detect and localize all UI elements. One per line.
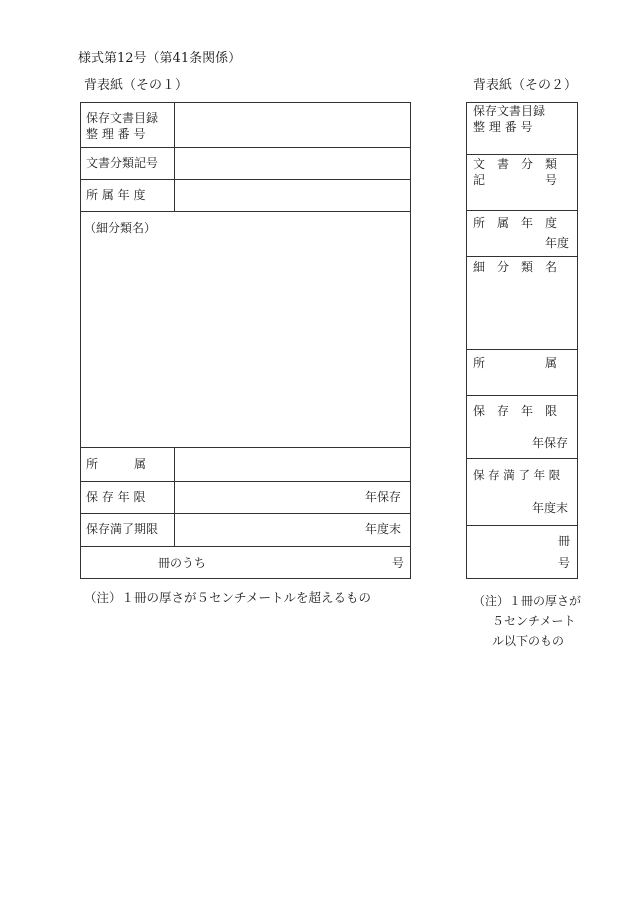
cover2-note: （注）１冊の厚さが５センチメートル以下のもの	[473, 594, 582, 648]
cover1-subclass-label: （細分類名）	[84, 221, 157, 235]
cover2-class-code-label-1: 文 書 分 類	[473, 157, 558, 171]
cover2-retention-label: 保 存 年 限	[473, 404, 558, 418]
cover1-retention-unit: 年保存	[365, 490, 402, 504]
cover1-catalog-label-1: 保存文書目録	[86, 111, 159, 125]
cover2-fiscal-year-unit: 年度	[545, 236, 570, 250]
cover1-retention-label: 保 存 年 限	[86, 490, 146, 504]
form-title: 様式第12号（第41条関係）	[78, 51, 242, 66]
cover2-catalog-label-2: 整 理 番 号	[473, 120, 533, 134]
cover1-note: （注）１冊の厚さが５センチメートルを超えるもの	[84, 590, 372, 605]
cover1-expiry-unit: 年度末	[365, 522, 402, 536]
cover2-expiry-unit: 年度末	[532, 501, 569, 515]
cover2-heading: 背表紙（その２）	[473, 78, 578, 93]
cover1-class-code-label: 文書分類記号	[86, 156, 159, 170]
cover2-volume-unit-2: 号	[558, 556, 571, 570]
cover2-retention-unit: 年保存	[532, 436, 569, 450]
cover1-heading: 背表紙（その１）	[84, 78, 189, 93]
cover1-catalog-label-2: 整 理 番 号	[86, 127, 146, 141]
cover2-department-label: 所 属	[473, 356, 558, 370]
cover2-expiry-label: 保 存 満 了 年 限	[473, 468, 561, 482]
cover1-expiry-label: 保存満了期限	[86, 522, 159, 536]
cover2-volume-unit-1: 冊	[558, 534, 571, 548]
cover1-department-label: 所 属	[86, 457, 147, 471]
cover2-subclass-label: 細 分 類 名	[473, 260, 558, 274]
cover1-volume-unit: 号	[392, 556, 405, 570]
cover2-catalog-label-1: 保存文書目録	[473, 104, 546, 118]
cover2-class-code-label-2: 記 号	[473, 173, 558, 187]
cover1-volume-label: 冊のうち	[158, 556, 207, 570]
cover2-fiscal-year-label: 所 属 年 度	[473, 216, 558, 230]
cover1-fiscal-year-label: 所 属 年 度	[86, 188, 146, 202]
